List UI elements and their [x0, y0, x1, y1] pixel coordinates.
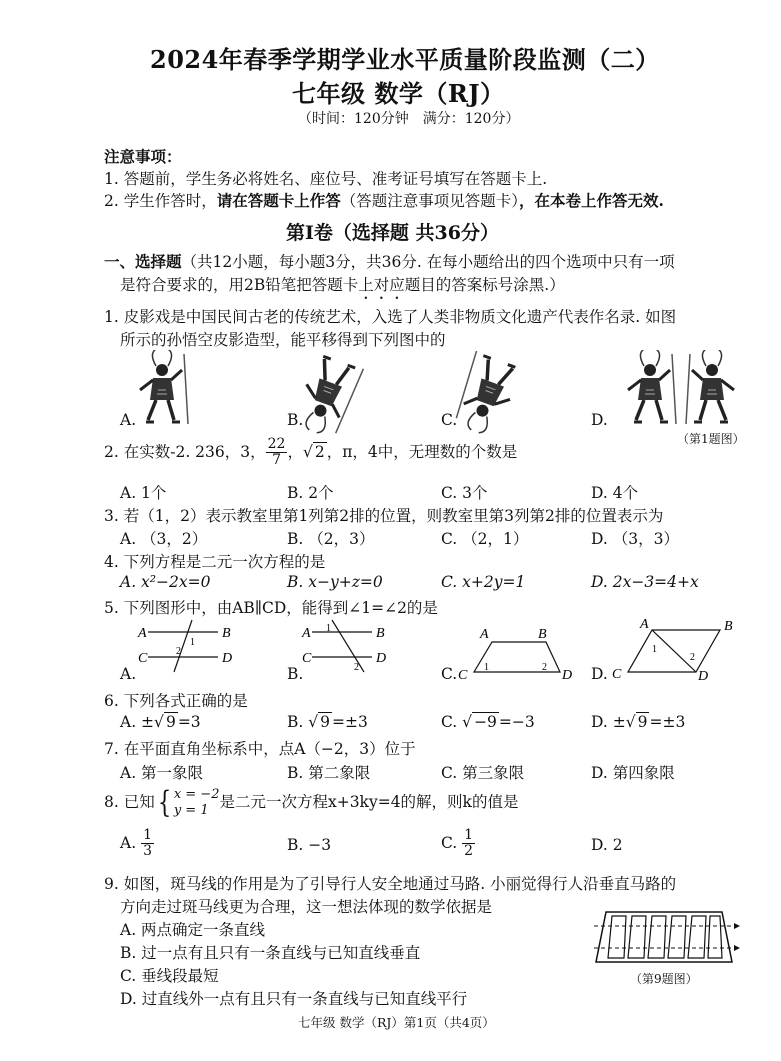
q5-c-label-b: B [538, 627, 547, 642]
q5-b-label-d: D [376, 651, 387, 666]
q1-option-b[interactable]: B. [287, 411, 304, 429]
q5-a-label-b: B [222, 626, 231, 641]
q2-option-c[interactable]: C. 3个 [441, 484, 488, 502]
q9-option-c[interactable]: C. 垂线段最短 [120, 967, 219, 985]
q5-figure-d [612, 618, 733, 684]
q7-option-c[interactable]: C. 第三象限 [441, 764, 525, 782]
q7-option-b[interactable]: B. 第二象限 [287, 764, 371, 782]
q1-option-c[interactable]: C. [441, 411, 458, 429]
q3-stem: 3. 若（1，2）表示教室里第1列第2排的位置，则教室里第3列第2排的位置表示为 [104, 507, 664, 525]
q5-figure-c [458, 627, 572, 683]
q5-d-angle-1: 1 [652, 644, 657, 655]
q2-fraction: $\frac{22}{7}$ [267, 436, 286, 469]
exam-meta: （时间：120分钟 满分：120分） [298, 111, 520, 127]
q1-caption: （第1题图） [677, 432, 745, 446]
q5-figure-a [137, 620, 232, 672]
q5-stem: 5. 下列图形中，由AB∥CD，能得到∠1=∠2的是 [104, 599, 438, 617]
q5-c-label-d: D [562, 668, 573, 683]
q1-stem-line1: 1. 皮影戏是中国民间古老的传统艺术，入选了人类非物质文化遗产代表作名录. 如图 [104, 308, 677, 326]
q4-option-c[interactable]: C. x+2y=1 [441, 573, 526, 591]
q1-option-d-figure [686, 350, 734, 424]
q9-caption: （第9题图） [630, 972, 698, 986]
q8-option-b[interactable]: B. −3 [287, 836, 332, 854]
q2-option-d[interactable]: D. 4个 [591, 484, 639, 502]
q5-b-label-c: C [302, 651, 312, 666]
q5-c-label-a: A [480, 627, 489, 642]
q1-figures [100, 350, 740, 435]
q5-option-b[interactable]: B. [287, 665, 304, 683]
q5-option-c[interactable]: C. [441, 665, 458, 683]
q5-d-label-d: D [698, 669, 709, 684]
q8-stem: 8. 已知{ x = −2 y = 1 是二元一次方程x+3ky=4的解，则k的值是 [104, 785, 519, 820]
q5-figures [100, 618, 760, 684]
q9-option-d[interactable]: D. 过直线外一点有且只有一条直线与已知直线平行 [120, 990, 468, 1008]
notes-heading: 注意事项： [104, 147, 182, 166]
q3-option-c[interactable]: C. （2，1） [441, 530, 529, 548]
q3-option-a[interactable]: A. （3，2） [120, 530, 208, 548]
q8-system: x = −2 y = 1 [173, 786, 220, 818]
q5-a-label-c: C [138, 651, 148, 666]
q2-stem: 2. 在实数-2. 236，3， $\frac{22}{7}$ ，√ 2 ，π，4中，无理数的个数是 [104, 436, 518, 469]
q5-b-angle-2: 2 [354, 662, 359, 673]
q5-d-label-b: B [724, 619, 733, 634]
q9-stem-line1: 9. 如图，斑马线的作用是为了引导行人安全地通过马路. 小丽觉得行人沿垂直马路的 [104, 875, 677, 893]
exam-title: 2024年春季学期学业水平质量阶段监测（二） [150, 45, 660, 74]
q1-option-d[interactable]: D. [591, 411, 608, 429]
q8-option-a[interactable]: A. $\frac{1}{3}$ [120, 827, 152, 860]
q5-b-label-b: B [376, 626, 385, 641]
q3-option-d[interactable]: D. （3，3） [591, 530, 679, 548]
q5-a-angle-1: 1 [190, 637, 195, 648]
section-title: 第Ⅰ卷（选择题 共36分） [286, 222, 499, 244]
q5-option-a[interactable]: A. [120, 665, 137, 683]
notes-item-2: 2. 学生作答时，请在答题卡上作答（答题注意事项见答题卡），在本卷上作答无效. [104, 191, 664, 210]
q6-stem: 6. 下列各式正确的是 [104, 692, 248, 710]
q6-option-d[interactable]: D. ±√ 9 =±3 [591, 713, 686, 731]
q5-d-label-a: A [640, 618, 649, 632]
q9-option-b[interactable]: B. 过一点有且只有一条直线与已知直线垂直 [120, 944, 421, 962]
q4-stem: 4. 下列方程是二元一次方程的是 [104, 553, 326, 571]
q2-option-a[interactable]: A. 1个 [120, 484, 167, 502]
q5-c-angle-2: 2 [542, 662, 547, 673]
q1-option-a-figure [140, 350, 188, 424]
q1-option-a[interactable]: A. [120, 411, 137, 429]
notes-item-1: 1. 答题前，学生务必将姓名、座位号、准考证号填写在答题卡上. [104, 170, 548, 188]
exam-subtitle: 七年级 数学（RJ） [292, 79, 505, 108]
q5-a-angle-2: 2 [176, 646, 181, 657]
q4-option-d[interactable]: D. 2x−3=4+x [591, 573, 699, 591]
q1-stem-line2: 所示的孙悟空皮影造型，能平移得到下列图中的 [120, 331, 446, 349]
q5-figure-b [301, 620, 386, 673]
q9-crosswalk-figure [594, 906, 740, 968]
q6-option-b[interactable]: B. √ 9 =±3 [287, 713, 368, 731]
q8-system-brace: { [157, 785, 171, 820]
q8-option-c[interactable]: C. $\frac{1}{2}$ [441, 827, 474, 860]
q5-b-label-a: A [302, 626, 311, 641]
q1-option-c-figure [451, 351, 522, 435]
q5-b-angle-1: 1 [326, 623, 331, 634]
q7-option-a[interactable]: A. 第一象限 [120, 764, 204, 782]
q9-option-a[interactable]: A. 两点确定一条直线 [120, 921, 266, 939]
q5-c-label-c: C [458, 668, 468, 683]
q5-a-label-d: D [222, 651, 233, 666]
q8-option-d[interactable]: D. 2 [591, 836, 623, 854]
q9-stem-line2: 方向走过斑马线更为合理，这一想法体现的数学依据是 [120, 898, 493, 916]
q5-c-angle-1: 1 [484, 662, 489, 673]
q5-d-angle-2: 2 [690, 652, 695, 663]
q5-a-label-a: A [138, 626, 147, 641]
page-footer: 七年级 数学（RJ）第1页（共4页） [298, 1015, 495, 1030]
q7-stem: 7. 在平面直角坐标系中，点A（−2，3）位于 [104, 740, 416, 758]
q3-option-b[interactable]: B. （2，3） [287, 530, 375, 548]
q6-option-a[interactable]: A. ±√ 9 =3 [120, 713, 201, 731]
q7-option-d[interactable]: D. 第四象限 [591, 764, 675, 782]
q4-option-b[interactable]: B. x−y+z=0 [287, 573, 383, 591]
q1-reference-figure [628, 350, 676, 424]
q6-option-c[interactable]: C. √ −9 =−3 [441, 713, 535, 731]
section-intro-line2: 是符合要求的，用2B铅笔把答题卡上对应题目的答案标号涂黑.） [120, 276, 565, 294]
q2-option-b[interactable]: B. 2个 [287, 484, 334, 502]
q4-option-a[interactable]: A. x²−2x=0 [120, 573, 211, 591]
q5-option-d[interactable]: D. [591, 665, 608, 683]
q5-d-label-c: C [612, 667, 622, 682]
section-intro-line1: 一、选择题（共12小题，每小题3分，共36分. 在每小题给出的四个选项中只有一项 [104, 252, 675, 271]
